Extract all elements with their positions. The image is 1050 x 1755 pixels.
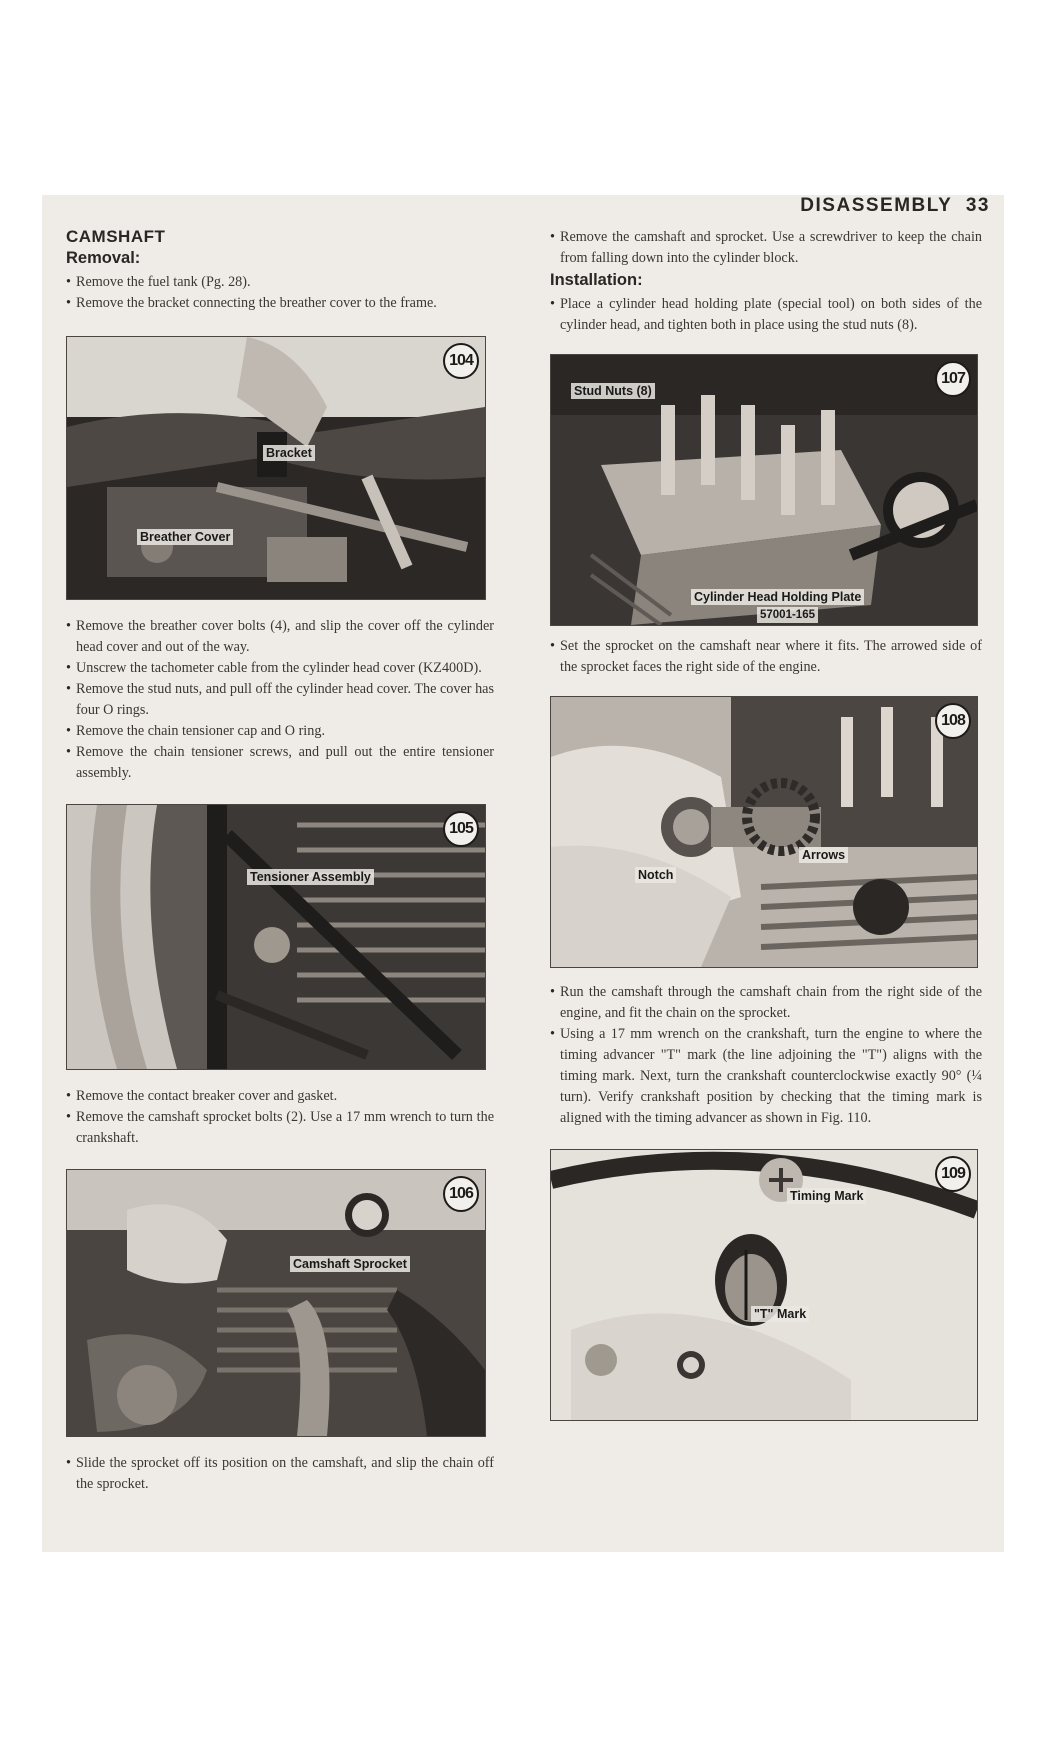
removal-steps-e: [550, 227, 982, 269]
figure-104: [66, 336, 486, 600]
installation-heading: Installation:: [550, 271, 643, 289]
removal-steps-a: [66, 272, 494, 314]
page-header: [800, 195, 990, 217]
figure-number-badge: 109: [935, 1156, 971, 1192]
figure-106-photo: [67, 1170, 485, 1436]
section-title: DISASSEMBLY: [800, 195, 953, 216]
figure-107: [550, 354, 978, 626]
installation-steps-c: [550, 982, 982, 1129]
right-column: [550, 227, 982, 1421]
callout-tensioner-assembly: Tensioner Assembly: [247, 869, 374, 885]
step: • Remove the chain tensioner screws, and pull out the entire tensioner assembly.: [66, 742, 494, 784]
step: • Remove the camshaft sprocket bolts (2). Use a 17 mm wrench to turn the crankshaft.: [66, 1107, 494, 1149]
figure-108-photo: [551, 697, 977, 967]
callout-t-mark: "T" Mark: [751, 1306, 809, 1322]
section-heading: CAMSHAFT: [66, 227, 166, 246]
figure-105: [66, 804, 486, 1070]
step: • Using a 17 mm wrench on the crankshaft, turn the engine to where the timing advancer "T" mark (the line adjoining the "T") aligns with the timing mark. Next, turn the crankshaft counterclockwise exactly 90° (¼ turn). Verify crankshaft position by checking that the timing mark is aligned with the timing advancer as shown in Fig. 110.: [550, 1024, 982, 1129]
step: • Unscrew the tachometer cable from the cylinder head cover (KZ400D).: [66, 658, 494, 679]
page-number: 33: [965, 195, 990, 216]
installation-steps-b: [550, 636, 982, 678]
callout-arrows: Arrows: [799, 847, 848, 863]
step: • Slide the sprocket off its position on the camshaft, and slip the chain off the sprocket.: [66, 1453, 494, 1495]
removal-steps-b: [66, 616, 494, 784]
step: • Remove the fuel tank (Pg. 28).: [66, 272, 494, 293]
figure-105-photo: [67, 805, 485, 1069]
step: • Remove the camshaft and sprocket. Use a screwdriver to keep the chain from falling down into the cylinder block.: [550, 227, 982, 269]
callout-holding-plate: Cylinder Head Holding Plate: [691, 589, 864, 605]
step: • Place a cylinder head holding plate (special tool) on both sides of the cylinder head, and tighten both in place using the stud nuts (8).: [550, 294, 982, 336]
installation-steps-a: [550, 294, 982, 336]
figure-number-badge: 105: [443, 811, 479, 847]
step: • Remove the bracket connecting the breather cover to the frame.: [66, 293, 494, 314]
figure-number-badge: 108: [935, 703, 971, 739]
step: • Remove the chain tensioner cap and O ring.: [66, 721, 494, 742]
step: • Remove the stud nuts, and pull off the cylinder head cover. The cover has four O rings.: [66, 679, 494, 721]
figure-104-photo: [67, 337, 485, 599]
figure-number-badge: 106: [443, 1176, 479, 1212]
figure-number-badge: 107: [935, 361, 971, 397]
callout-camshaft-sprocket: Camshaft Sprocket: [290, 1256, 410, 1272]
figure-106: [66, 1169, 486, 1437]
figure-109: [550, 1149, 978, 1421]
figure-number-badge: 104: [443, 343, 479, 379]
step: • Remove the contact breaker cover and gasket.: [66, 1086, 494, 1107]
callout-timing-mark: Timing Mark: [787, 1188, 866, 1204]
removal-steps-c: [66, 1086, 494, 1149]
removal-heading: Removal:: [66, 249, 141, 267]
figure-108: [550, 696, 978, 968]
removal-steps-d: [66, 1453, 494, 1495]
manual-page: [42, 195, 1004, 1552]
step: • Run the camshaft through the camshaft chain from the right side of the engine, and fit the chain on the sprocket.: [550, 982, 982, 1024]
callout-part-number: 57001-165: [757, 607, 818, 623]
left-column: [66, 227, 494, 1495]
callout-breather-cover: Breather Cover: [137, 529, 233, 545]
callout-stud-nuts: Stud Nuts (8): [571, 383, 655, 399]
step: • Remove the breather cover bolts (4), and slip the cover off the cylinder head cover and out of the way.: [66, 616, 494, 658]
callout-notch: Notch: [635, 867, 676, 883]
figure-109-photo: [551, 1150, 977, 1420]
callout-bracket: Bracket: [263, 445, 315, 461]
step: • Set the sprocket on the camshaft near where it fits. The arrowed side of the sprocket faces the right side of the engine.: [550, 636, 982, 678]
